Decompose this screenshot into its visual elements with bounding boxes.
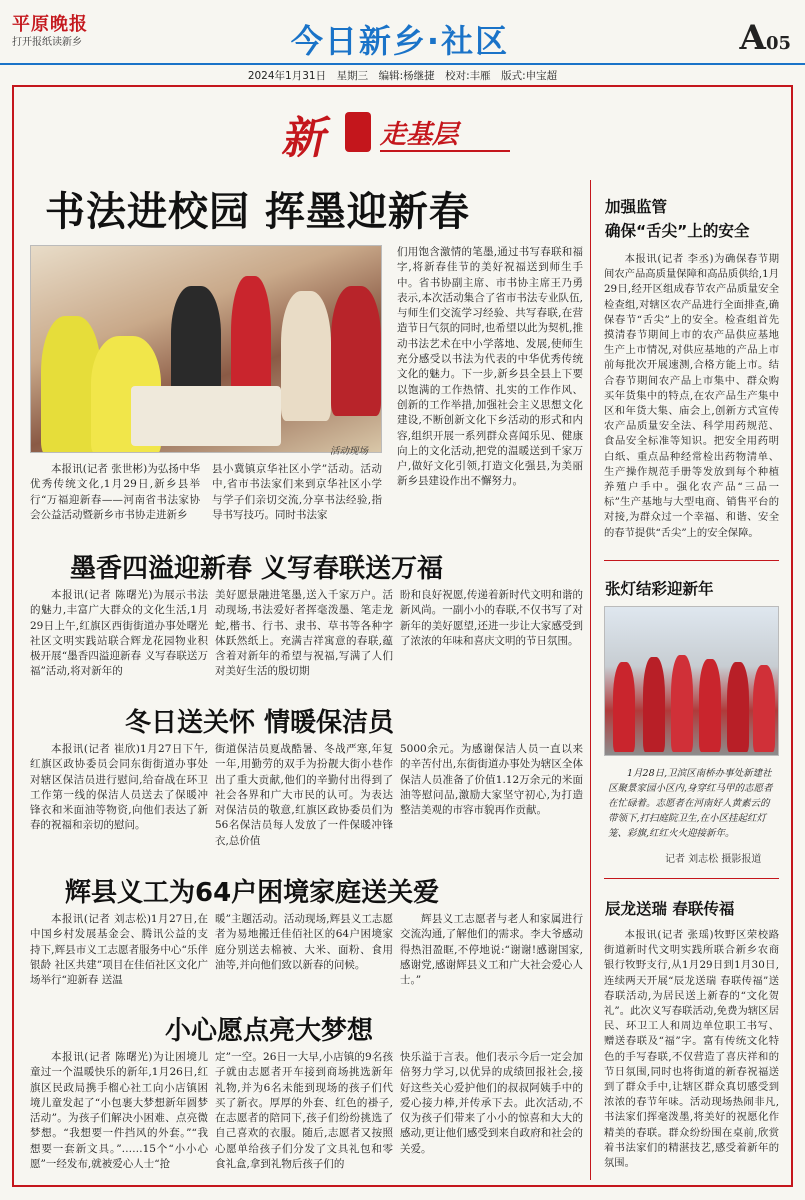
side1-headline-2: 确保“舌尖”上的安全	[605, 222, 750, 240]
article2-headline: 墨香四溢迎新春 义写春联送万福	[70, 554, 444, 584]
article1-headline: 书法进校园 挥墨迎新春	[45, 189, 470, 235]
article1-text-b: 县小冀镇京华社区小学”活动。活动中,省市书法家们来到京华社区小学与学子们亲切交流,分享书法经验,指导书写技巧。同时书法家	[212, 463, 382, 521]
section-title: 今日新乡·社区	[290, 22, 510, 60]
article3-headline: 冬日送关怀 情暖保洁员	[125, 708, 395, 738]
article5-text-c: 快乐溢于言表。他们表示今后一定会加倍努力学习,以优异的成绩回报社会,接好这些关心爱护他们的叔叔阿姨手中的爱心接力棒,并传承下去。此次活动,不仅为孩子们带来了小小的惊喜和大大的感动,更让他们感受到来自政府和社会的关爱。	[400, 1051, 583, 1155]
side3-body	[604, 928, 779, 1178]
article2-col-a	[30, 588, 208, 680]
masthead-rule	[0, 63, 805, 65]
side2-photo	[604, 606, 779, 756]
masthead-logo	[12, 14, 108, 50]
article4-col-b	[215, 912, 393, 990]
article3-text-c: 5000余元。为感谢保洁人员一直以来的辛苦付出,东街街道办事处为辖区全体保洁人员准备了价值1.12万余元的米面油等慰问品,激励大家坚守初心,为打造整洁美观的市容市貌再作贡献。	[400, 743, 583, 817]
side1-text: 本报讯(记者 李丞)为确保春节期间农产品高质量保障和高品质供给,1月29日,经开区组成春节农产品质量安全检查组,对辖区农产品进行全面排查,确保春节“舌尖”上的安全。检查组首先摸清春节期间上市的农产品供应基地生产上市情况,对供应基地的产品上市前每批次开展速测,合格方能上市。结合春节期间农产品上市集中、群众购买年货集中的特点,在农产品生产集中区和年货大集、庙会上,创新方式宣传农产品质量安全法、科学用药规范、食品安全标准等知识。把安全用药明白纸、重点品种经常检出药物清单、生产操作规范手册等发放到每个种植养殖户手中。强化农产品“三品一标”生产基地与大型电商、销售平台的对接,为群众过一个幸福、和谐、安全的春节提供“舌尖”上的安全保障。	[604, 253, 779, 539]
logo-tagline: 打开报纸读新乡	[12, 37, 82, 48]
article1-text-a: 本报讯(记者 张世彬)为弘扬中华优秀传统文化,1月29日,新乡县举行“万福迎新春——河南省书法家协会公益活动暨新乡市书协走进新乡	[30, 463, 200, 521]
article5-col-b	[215, 1050, 393, 1178]
article5-text-a: 本报讯(记者 陈曙光)为让困境儿童过一个温暖快乐的新年,1月26日,红旗区民政局携手榴心社工向小店镇困境儿童发起了“小包裹大梦想新年圆梦活动”。为孩子们解决小困难、点亮微梦想。“我想要一件挡风的外套。”“我想要一套新文具。”……15个“小小心愿”一经发布,就被爱心人士“抢	[30, 1051, 208, 1171]
dateline: 2024年1月31日 星期三 编辑:杨继捷 校对:丰雁 版式:申宝超	[247, 70, 558, 82]
article4-text-c: 辉县义工志愿者与老人和家属进行交流沟通,了解他们的需求。李大爷感动得热泪盈眶,不停地说:“谢谢!感谢国家,感谢党,感谢辉县义工和广大社会爱心人士。”	[400, 913, 583, 987]
article2-text-b: 美好愿景融进笔墨,送入千家万户。活动现场,书法爱好者挥毫泼墨、笔走龙蛇,楷书、行书、隶书、草书等各种字体跃然纸上。充满吉祥寓意的春联,蕴含着对新年的希望与祝福,写满了人们对美好生活的殷切期	[215, 589, 393, 678]
article1-photo	[30, 245, 382, 453]
article1-col-c	[397, 245, 583, 525]
article5-col-c	[400, 1050, 583, 1178]
side2-caption: 1月28日,卫滨区南桥办事处新建社区聚景家园小区内,身穿红马甲的志愿者在忙碌着。志愿者在河南好人黄素云的带领下,打扫庭院卫生,在小区挂起红灯笼、彩旗,红红火火迎接新年。	[608, 768, 773, 839]
article4-text-a: 本报讯(记者 刘志松)1月27日,在中国乡村发展基金会、腾讯公益的支持下,辉县市义工志愿者服务中心“乐伴银龄 社区共建”项目在佳佰社区文化广场举行“迎新春 送温	[30, 913, 208, 987]
article3-col-b	[215, 742, 393, 850]
side3-headline: 辰龙送瑞 春联传福	[605, 900, 735, 918]
article1-text-c: 们用饱含激情的笔墨,通过书写春联和福字,将新春佳节的美好祝福送到师生手中。省书协副主席、市书协主席王乃勇表示,本次活动集合了省市书法专业队伍,与师生们交流学习经验、共写春联,在营造节日气氛的同时,也希望以此为契机,推动书法艺术在中小学落地、发展,使师生充分感受以书法为代表的中华优秀传统文化的魅力。下一步,新乡县全县上下要以饱满的工作热情、扎实的工作作风、创新的工作举措,加强社会主义思想文化建设,不断创新文化下乡活动的形式和内容,组织开展一系列群众喜闻乐见、健康向上的文化活动,把党的温暖送到千家万户,做好文化引领,打造文化强县,为美丽新乡县建设作出不懈努力。	[397, 246, 583, 488]
side1-headline-1: 加强监管	[605, 198, 668, 216]
article1-col-a	[30, 462, 200, 524]
article4-col-a	[30, 912, 208, 990]
article3-text-b: 街道保洁员夏战酷暑、冬战严寒,年复一年,用勤劳的双手为扮靓大街小巷作出了重大贡献,他们的辛勤付出得到了社会各界和广大市民的认可。为表达对保洁员的敬意,红旗区政协委员们为56名保洁员每人发放了一件保暖冲锋衣,总价值	[215, 743, 393, 847]
column-divider	[590, 180, 591, 1180]
page-no: 05	[765, 33, 791, 54]
page-number	[740, 18, 791, 58]
side2-headline: 张灯结彩迎新年	[605, 580, 714, 598]
article2-text-c: 盼和良好祝愿,传递着新时代文明和谐的新风尚。一副小小的春联,不仅书写了对新年的美好愿望,还进一步让大家感受到了浓浓的年味和喜庆文明的节日氛围。	[400, 589, 583, 647]
article3-text-a: 本报讯(记者 崔欣)1月27日下午,红旗区政协委员会同东街街道办事处对辖区保洁员进行慰问,给奋战在环卫工作第一线的保洁人员送去了保暖冲锋衣和米面油等物资,向他们表达了新春的祝福和亲切的慰问。	[30, 743, 208, 832]
banner-title: 走基层	[380, 120, 459, 150]
article3-col-c	[400, 742, 583, 850]
banner-underline	[380, 150, 510, 152]
article4-text-b: 暖”主题活动。活动现场,辉县义工志愿者为易地搬迁佳佰社区的64户困境家庭分别送去棉被、大米、面粉、食用油等,并向他们致以新春的问候。	[215, 913, 393, 971]
article2-text-a: 本报讯(记者 陈曙光)为展示书法的魅力,丰富广大群众的文化生活,1月29日上午,红旗区西街街道办事处曙光社区文明实践站联合辉龙花园物业积极开展“墨香四溢迎新春 义写春联送万福”活动,将对新年的	[30, 589, 208, 678]
article4-headline: 辉县义工为64户困境家庭送关爱	[65, 878, 440, 908]
banner-xin: 新	[278, 113, 334, 164]
article1-col-b	[212, 462, 382, 524]
article4-col-c	[400, 912, 583, 990]
side1-rule	[604, 560, 779, 561]
article1-caption: 活动现场	[330, 446, 369, 457]
side3-text: 本报讯(记者 张瑶)牧野区荣校路街道新时代文明实践所联合新乡农商银行牧野支行,从1月29日到1月30日,连续两天开展“辰龙送瑞 春联传福”送春联活动,为居民送上新春的“文化贺礼”。此次义写春联活动,免费为辖区居民、环卫工人和周边单位职工书写、赠送春联及“福”字。富有传统文化特色的手写春联,不仅营造了喜庆祥和的节日氛围,同时也将街道的新春祝福送到了群众手中,让辖区群众真切感受到浓浓的春节年味。活动现场热闹非凡,书法家们挥毫泼墨,将美好的祝愿化作精美的春联。群众纷纷围在桌前,欣赏着书法家们的精湛技艺,感受着新年的氛围。	[604, 929, 779, 1170]
logo-name: 平原晚报	[12, 14, 88, 35]
page-letter: A	[739, 18, 766, 58]
article5-col-a	[30, 1050, 208, 1178]
banner-seal-icon	[345, 112, 371, 152]
side2-rule	[604, 878, 779, 879]
article2-col-b	[215, 588, 393, 680]
article5-headline: 小心愿点亮大梦想	[165, 1016, 374, 1046]
article2-col-c	[400, 588, 583, 680]
article5-text-b: 定”一空。26日一大早,小店镇的9名孩子就由志愿者开车接到商场挑选新年礼物,并为6名未能到现场的孩子们代买了新衣。厚厚的外套、红色的褂子,在志愿者的陪同下,孩子们纷纷挑选了自己喜欢的衣服。随后,志愿者又按照心愿单给孩子们分发了文具礼包和零食礼盒,拿到礼物后孩子们的	[215, 1051, 393, 1171]
side1-body	[604, 252, 779, 552]
article3-col-a	[30, 742, 208, 850]
side2-credit: 记者 刘志松 摄影报道	[665, 854, 762, 865]
